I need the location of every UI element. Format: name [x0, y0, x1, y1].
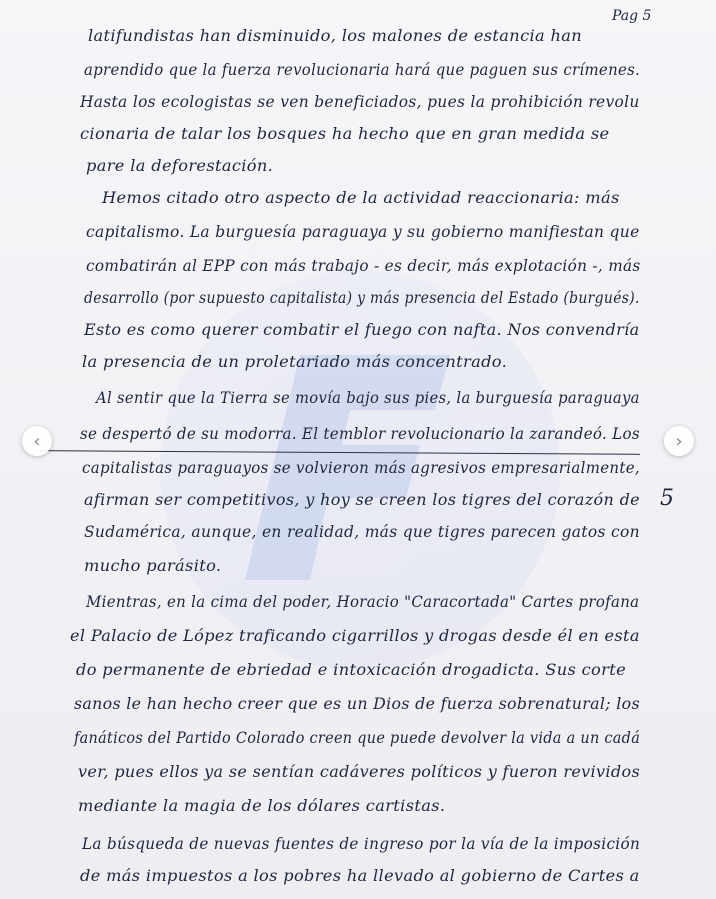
text-line: ver, pues ellos ya se sentían cadáveres políticos y fueron revividos: [78, 762, 641, 781]
text-line: sanos le han hecho creer que es un Dios de fuerza sobrenatural; los: [74, 694, 640, 713]
ruled-line: [40, 450, 640, 455]
chevron-left-icon: ‹: [33, 430, 41, 452]
text-line: cionaria de talar los bosques ha hecho que en gran medida se: [80, 124, 610, 143]
page-number: Pag 5: [612, 8, 652, 24]
text-line: se despertó de su modorra. El temblor revolucionario la zarandeó. Los: [80, 424, 640, 443]
text-line: pare la deforestación.: [86, 156, 274, 175]
text-line: latifundistas han disminuido, los malones de estancia han: [88, 26, 583, 45]
text-line: Mientras, en la cima del poder, Horacio "Caracortada" Cartes profana: [86, 592, 640, 611]
text-line: Hasta los ecologistas se ven beneficiados, pues la prohibición revolu: [80, 92, 640, 111]
margin-number: 5: [660, 486, 674, 511]
text-line: capitalismo. La burguesía paraguaya y su gobierno manifiestan que: [86, 222, 640, 241]
text-line: Sudamérica, aunque, en realidad, más que tigres parecen gatos con: [84, 522, 640, 541]
text-line: La búsqueda de nuevas fuentes de ingreso por la vía de la imposición: [82, 834, 641, 853]
next-slide-button[interactable]: [664, 426, 694, 456]
text-line: combatirán al EPP con más trabajo - es decir, más explotación -, más: [86, 256, 641, 275]
text-line: Al sentir que la Tierra se movía bajo sus pies, la burguesía paraguaya: [96, 388, 640, 407]
text-line: fanáticos del Partido Colorado creen que puede devolver la vida a un cadá: [74, 728, 641, 747]
chevron-right-icon: ›: [675, 430, 683, 452]
text-line: mucho parásito.: [84, 556, 222, 575]
text-line: aprendido que la fuerza revolucionaria hará que paguen sus crímenes.: [84, 60, 641, 79]
text-line: de más impuestos a los pobres ha llevado al gobierno de Cartes a: [80, 866, 640, 885]
text-line: el Palacio de López traficando cigarrillos y drogas desde él en esta: [70, 626, 640, 645]
text-line: mediante la magia de los dólares cartistas.: [78, 796, 446, 815]
text-line: afirman ser competitivos, y hoy se creen los tigres del corazón de: [84, 490, 640, 509]
text-line: desarrollo (por supuesto capitalista) y más presencia del Estado (burgués).: [84, 288, 640, 307]
text-line: capitalistas paraguayos se volvieron más agresivos empresarialmente,: [82, 458, 640, 477]
text-line: la presencia de un proletariado más concentrado.: [82, 352, 508, 371]
text-line: do permanente de ebriedad e intoxicación drogadicta. Sus corte: [76, 660, 627, 679]
text-line: Hemos citado otro aspecto de la actividad reaccionaria: más: [102, 188, 620, 207]
previous-slide-button[interactable]: [22, 426, 52, 456]
text-line: Esto es como querer combatir el fuego con nafta. Nos convendría: [84, 320, 640, 339]
